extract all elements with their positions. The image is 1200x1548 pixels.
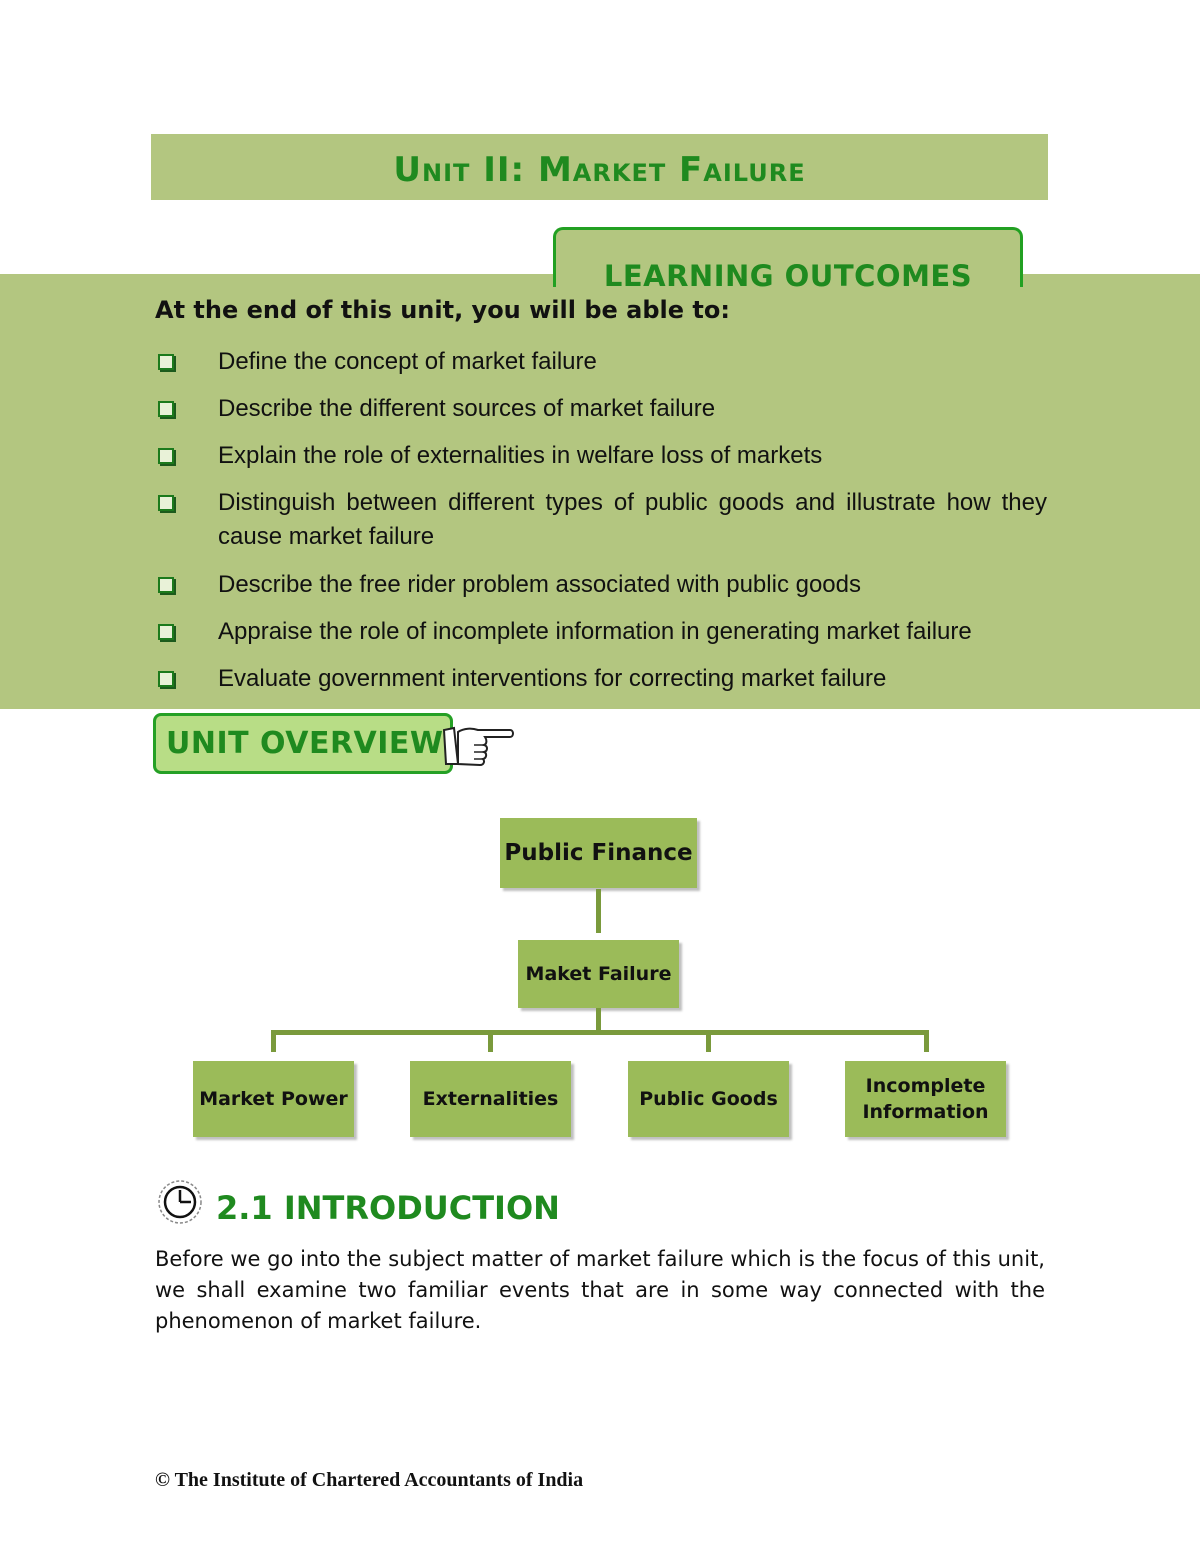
list-item: Appraise the role of incomplete information in generating market failure [155,615,1047,649]
connector-line [271,1030,276,1052]
learning-outcomes-list [155,345,1047,709]
list-item: Describe the free rider problem associated with public goods [155,568,1047,602]
org-node-public-goods: Public Goods [628,1061,789,1137]
introduction-paragraph: Before we go into the subject matter of market failure which is the focus of this unit, we shall examine two familiar events that are in some way connected with the phenomenon of market failure. [155,1247,1045,1333]
unit-title-bar [151,134,1048,200]
learning-outcomes-intro: At the end of this unit, you will be able to: [155,296,730,324]
learning-outcomes-tab [553,227,1023,293]
connector-line [706,1030,711,1052]
connector-line [488,1030,493,1052]
checkbox-bullet-icon [158,401,174,417]
learning-outcomes-label: LEARNING OUTCOMES [603,259,973,293]
org-node-market-failure: Maket Failure [518,940,679,1008]
footer-copyright: © The Institute of Chartered Accountants of India [155,1469,584,1491]
list-item: Define the concept of market failure [155,345,1047,379]
connector-line [271,1030,929,1035]
unit-overview-badge [153,713,453,774]
checkbox-bullet-icon [158,354,174,370]
connector-line [924,1030,929,1052]
checkbox-bullet-icon [158,495,174,511]
org-node-root: Public Finance [500,818,697,888]
checkbox-bullet-icon [158,577,174,593]
unit-overview-label: UNIT OVERVIEW [166,726,444,761]
pointing-hand-icon [440,720,515,775]
list-item: Evaluate government interventions for correcting market failure [155,662,1047,696]
checkbox-bullet-icon [158,671,174,687]
org-node-externalities: Externalities [410,1061,571,1137]
list-item: Explain the role of externalities in welfare loss of markets [155,439,1047,473]
org-node-market-power: Market Power [193,1061,354,1137]
list-item: Distinguish between different types of public goods and illustrate how they cause market failure [155,486,1047,554]
checkbox-bullet-icon [158,624,174,640]
list-item: Describe the different sources of market failure [155,392,1047,426]
introduction-heading: 2.1 INTRODUCTION [216,1189,560,1227]
connector-line [596,889,601,933]
clock-icon [155,1177,205,1227]
unit-title: Unit II: Market Failure [393,150,806,190]
checkbox-bullet-icon [158,448,174,464]
org-node-incomplete-information: Incomplete Information [845,1061,1006,1137]
connector-line [596,1008,601,1032]
